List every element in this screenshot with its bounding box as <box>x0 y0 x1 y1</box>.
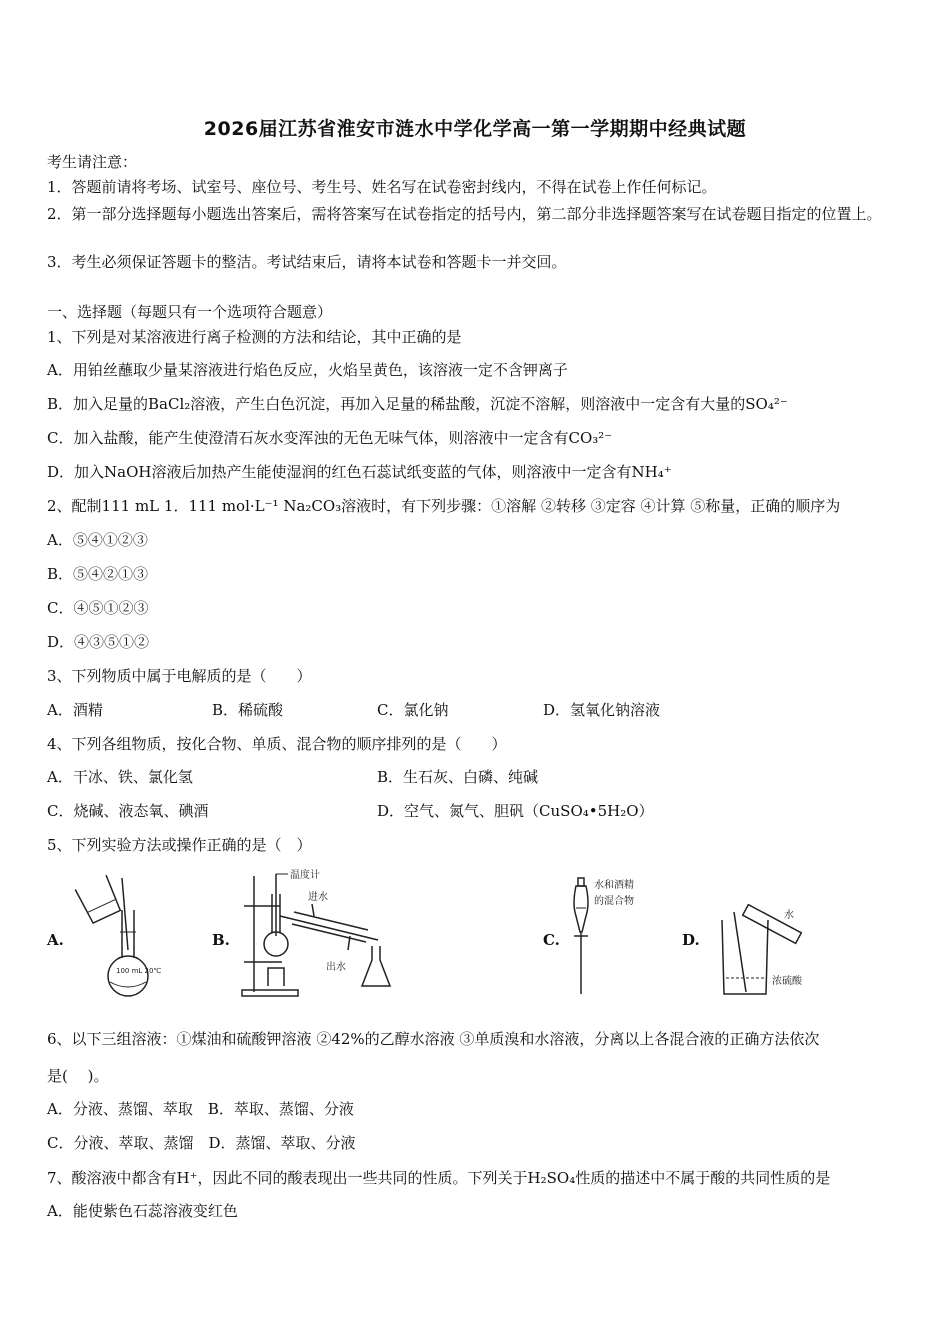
section-heading: 一、选择题（每题只有一个选项符合题意） <box>47 303 333 321</box>
q3-option-b: B．稀硫酸 <box>212 701 284 719</box>
thermometer-label: 温度计 <box>290 870 320 881</box>
q4-stem: 4、下列各组物质，按化合物、单质、混合物的顺序排列的是（ ） <box>47 735 507 753</box>
notice-heading: 考生请注意： <box>47 153 138 171</box>
mixture-label-line1: 水和酒精 <box>594 880 634 891</box>
water-in-label: 进水 <box>308 892 328 903</box>
q5-option-a-label: A. <box>47 931 64 949</box>
q5-stem: 5、下列实验方法或操作正确的是（ ） <box>47 836 312 854</box>
q3-option-c: C．氯化钠 <box>377 701 449 719</box>
separatory-funnel-figure <box>566 874 666 1000</box>
q6-stem-line1: 6、以下三组溶液：①煤油和硫酸钾溶液 ②42%的乙醇水溶液 ③单质溴和水溶液，分离以上各混合液的正确方法依次 <box>47 1030 820 1048</box>
water-label: 水 <box>784 910 794 921</box>
q1-option-d: D．加入NaOH溶液后加热产生能使湿润的红色石蕊试纸变蓝的气体，则溶液中一定含有NH₄⁺ <box>47 463 672 481</box>
q3-option-d: D．氢氧化钠溶液 <box>543 701 661 719</box>
sulfuric-acid-label: 浓硫酸 <box>772 976 802 987</box>
q4-option-c: C．烧碱、液态氧、碘酒 <box>47 802 209 820</box>
notice-item-2: 2．第一部分选择题每小题选出答案后，需将答案写在试卷指定的括号内，第二部分非选择题答案写在试卷题目指定的位置上。 <box>47 205 882 223</box>
q5-option-d-label: D. <box>682 931 700 949</box>
q1-stem: 1、下列是对某溶液进行离子检测的方法和结论，其中正确的是 <box>47 328 462 346</box>
q2-option-c: C．④⑤①②③ <box>47 599 149 617</box>
distillation-apparatus-figure <box>238 864 398 1000</box>
q7-option-a: A．能使紫色石蕊溶液变红色 <box>47 1202 238 1220</box>
q2-option-a: A．⑤④①②③ <box>47 531 148 549</box>
q3-stem: 3、下列物质中属于电解质的是（ ） <box>47 667 312 685</box>
q1-option-a: A．用铂丝蘸取少量某溶液进行焰色反应，火焰呈黄色，该溶液一定不含钾离子 <box>47 361 568 379</box>
q2-option-d: D．④③⑤①② <box>47 633 150 651</box>
dilution-beaker-figure <box>712 904 842 998</box>
mixture-label-line2: 的混合物 <box>594 896 634 907</box>
q2-option-b: B．⑤④②①③ <box>47 565 149 583</box>
q6-options-ab: A．分液、蒸馏、萃取 B．萃取、蒸馏、分液 <box>47 1100 354 1118</box>
q3-option-a: A．酒精 <box>47 701 103 719</box>
q5-option-c-label: C. <box>543 931 560 949</box>
q6-stem-line2: 是( )。 <box>47 1067 109 1085</box>
q4-option-b: B．生石灰、白磷、纯碱 <box>377 768 539 786</box>
q5-option-b-label: B. <box>212 931 230 949</box>
flask-label: 100 mL 20℃ <box>116 967 162 975</box>
volumetric-flask-figure <box>70 870 180 1000</box>
q4-option-d: D．空气、氮气、胆矾（CuSO₄•5H₂O） <box>377 802 654 820</box>
notice-item-3: 3．考生必须保证答题卡的整洁。考试结束后，请将本试卷和答题卡一并交回。 <box>47 253 567 271</box>
page-title: 2026届江苏省淮安市涟水中学化学高一第一学期期中经典试题 <box>203 118 747 140</box>
water-out-label: 出水 <box>326 962 346 973</box>
q1-option-b: B．加入足量的BaCl₂溶液，产生白色沉淀，再加入足量的稀盐酸，沉淀不溶解，则溶液中一定含有大量的SO₄²⁻ <box>47 395 788 413</box>
q6-options-cd: C．分液、萃取、蒸馏 D．蒸馏、萃取、分液 <box>47 1134 356 1152</box>
notice-item-1: 1．答题前请将考场、试室号、座位号、考生号、姓名写在试卷密封线内，不得在试卷上作任何标记。 <box>47 178 717 196</box>
q2-stem: 2、配制111 mL 1．111 mol·L⁻¹ Na₂CO₃溶液时，有下列步骤：①溶解 ②转移 ③定容 ④计算 ⑤称量，正确的顺序为 <box>47 497 841 515</box>
q4-option-a: A．干冰、铁、氯化氢 <box>47 768 193 786</box>
q1-option-c: C．加入盐酸，能产生使澄清石灰水变浑浊的无色无味气体，则溶液中一定含有CO₃²⁻ <box>47 429 613 447</box>
q7-stem: 7、酸溶液中都含有H⁺，因此不同的酸表现出一些共同的性质。下列关于H₂SO₄性质的描述中不属于酸的共同性质的是 <box>47 1169 831 1187</box>
